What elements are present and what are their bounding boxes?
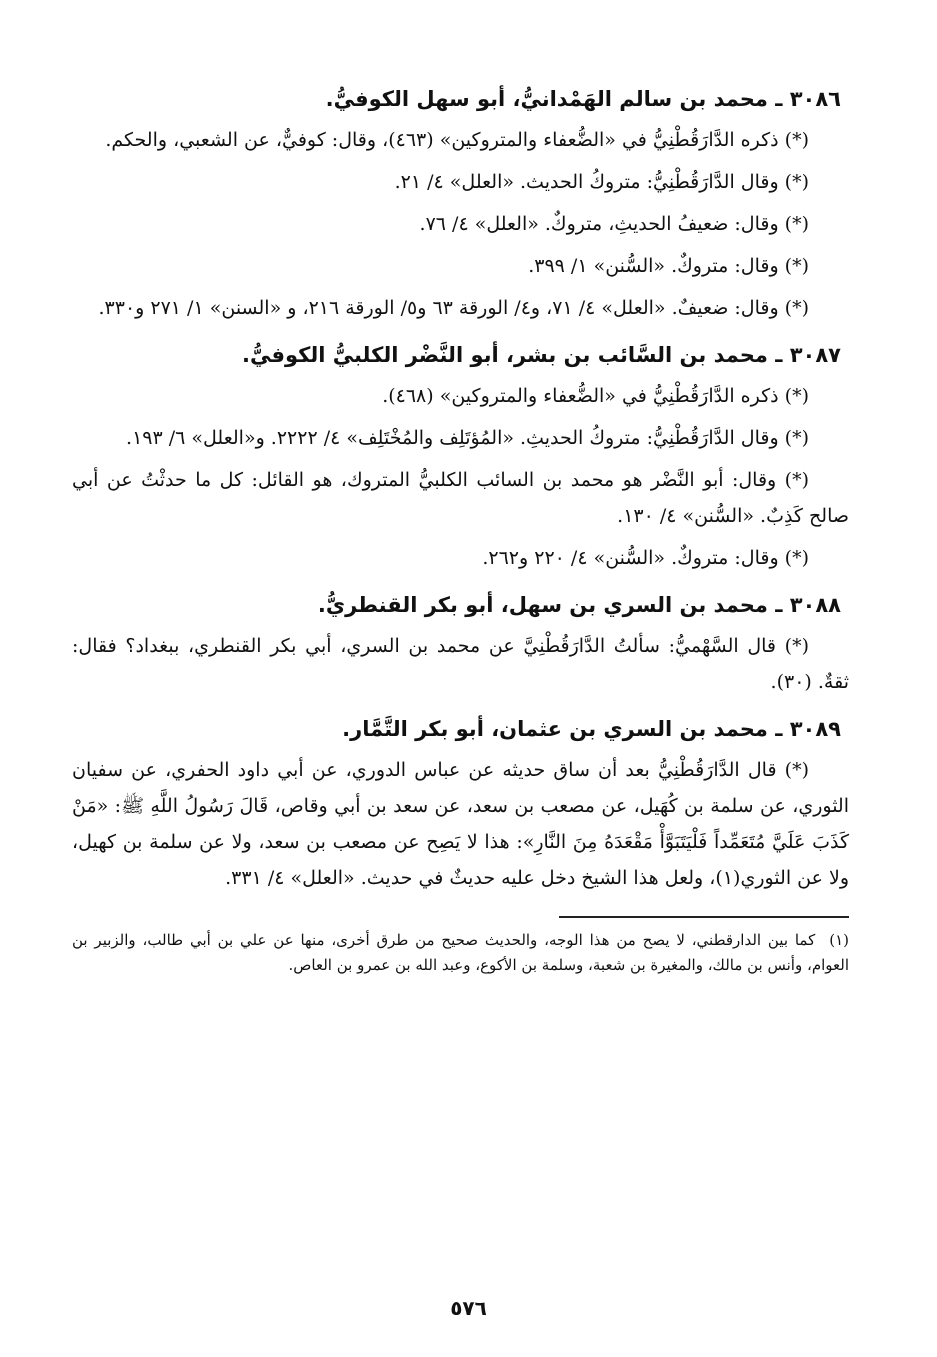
entry-paragraph: (*) وقال: أبو النَّضْر هو محمد بن السائب الكلبيُّ المتروك، هو القائل: كل ما حدثْتُ عن أبي صالح كَذِبٌ. «السُّنن» ٤/ ١٣٠. — [72, 469, 849, 527]
page-number: ٥٧٦ — [450, 1296, 487, 1320]
entry-paragraph: (*) قال السَّهْميُّ: سألتُ الدَّارَقُطْنِيَّ عن محمد بن السري، أبي بكر القنطري، ببغداد؟ فقال: ثقةٌ. (٣٠). — [72, 635, 849, 693]
footnote — [72, 928, 849, 978]
entry-heading: ٣٠٨٧ ـ محمد بن السَّائب بن بشر، أبو النَّضْر الكلبيُّ الكوفيُّ. — [241, 343, 841, 367]
entry-paragraph: (*) وقال الدَّارَقُطْنِيُّ: متروكُ الحديث. «العلل» ٤/ ٢١. — [394, 171, 809, 193]
entry-3088 — [72, 590, 849, 700]
entry-heading: ٣٠٨٨ ـ محمد بن السري بن سهل، أبو بكر القنطريُّ. — [317, 593, 841, 617]
entry-heading: ٣٠٨٦ ـ محمد بن سالم الهَمْدانيُّ، أبو سهل الكوفيُّ. — [325, 87, 841, 111]
entry-paragraph: (*) قال الدَّارَقُطْنِيُّ بعد أن ساق حديثه عن عباس الدوري، عن أبي داود الحفري، عن سفيان الثوري، عن سلمة بن كُهَيل، عن مصعب بن سعد، عن سعد بن أبي وقاص، قَالَ رَسُولُ اللَّهِ ﷺ: «مَنْ كَذَبَ عَلَيَّ مُتَعَمِّداً فَلْيَتَبَوَّأْ مَقْعَدَهُ مِنَ النَّارِ»: هذا لا يَصِح عن مصعب بن سعد، ولا عن سلمة بن كهيل، ولا عن الثوري(١)، ولعل هذا الشيخ دخل عليه حديثٌ في حديث. «العلل» ٤/ ٣٣١. — [72, 759, 849, 889]
entry-heading: ٣٠٨٩ ـ محمد بن السري بن عثمان، أبو بكر التَّمَّار. — [342, 717, 841, 741]
footnote-divider — [559, 916, 849, 918]
entry-paragraph: (*) ذكره الدَّارَقُطْنِيُّ في «الضُّعفاء والمتروكين» (٤٦٣)، وقال: كوفيٌّ، عن الشعبي، والحكم. — [105, 129, 809, 151]
entry-3086 — [72, 84, 849, 326]
entry-paragraph: (*) وقال: ضعيفُ الحديثِ، متروكٌ. «العلل» ٤/ ٧٦. — [419, 213, 809, 235]
entry-paragraph: (*) وقال: متروكٌ. «السُّنن» ٤/ ٢٢٠ و٢٦٢. — [482, 547, 809, 569]
entry-paragraph: (*) وقال: ضعيفٌ. «العلل» ٤/ ٧١، و٤/ الورقة ٦٣ و٥/ الورقة ٢١٦، و «السنن» ١/ ٢٧١ و٣٣٠. — [98, 297, 809, 319]
entry-paragraph: (*) وقال الدَّارَقُطْنِيُّ: متروكُ الحديثِ. «المُؤتَلِف والمُخْتَلِف» ٤/ ٢٢٢٢. و«العلل» ٦/ ١٩٣. — [126, 427, 809, 449]
footnote-number: (١) — [829, 931, 849, 949]
entry-3089 — [72, 714, 849, 896]
footnote-text: كما بين الدارقطني، لا يصح من هذا الوجه، والحديث صحيح من طرق أخرى، منها عن علي بن أبي طالب، والزبير بن العوام، وأنس بن مالك، والمغيرة بن شعبة، وسلمة بن الأكوع، وعبد الله بن عمرو بن العاص. — [72, 931, 849, 974]
entry-paragraph: (*) ذكره الدَّارَقُطْنِيُّ في «الضُّعفاء والمتروكين» (٤٦٨). — [382, 385, 809, 407]
entry-paragraph: (*) وقال: متروكٌ. «السُّنن» ١/ ٣٩٩. — [528, 255, 809, 277]
entry-3087 — [72, 340, 849, 576]
